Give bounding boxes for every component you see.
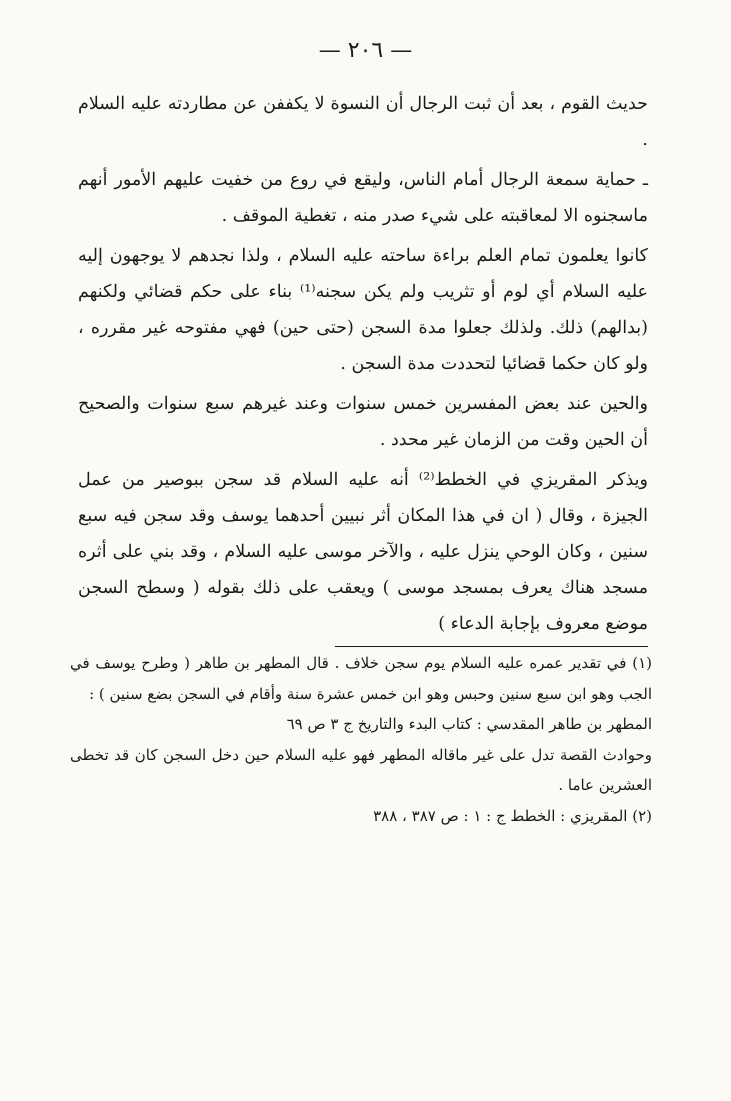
footnote: وحوادث القصة تدل على غير ماقاله المطهر فهو عليه السلام حين دخل السجن كان قد تخطى العشرين عاما .	[70, 745, 652, 794]
page-number: — ٢٠٦ —	[318, 38, 413, 63]
paragraph: حديث القوم ، بعد أن ثبت الرجال أن النسوة لا يكففن عن مطاردته عليه السلام .	[78, 94, 648, 150]
footnote: (١) في تقدير عمره عليه السلام يوم سجن خلاف . قال المطهر بن طاهر ( وطرح يوسف في الجب وهو ابن سبع سنين وحبس وهو ابن خمس عشرة سنة وأقام في السجن بضع سنين ) :	[70, 654, 652, 703]
paragraph: كانوا يعلمون تمام العلم براءة ساحته عليه السلام ، ولذا نجدهم لا يوجهون إليه عليه السلام أي لوم أو تثريب ولم يكن سجنه⁽¹⁾ بناء على حكم قضائي ولكنهم (بدالهم) ذلك. ولذلك جعلوا مدة السجن (حتى حين) فهي مفتوحه غير مقرره ، ولو كان حكما قضائيا لتحددت مدة السجن .	[78, 246, 649, 374]
paragraph: ـ حماية سمعة الرجال أمام الناس، وليقع في روع من خفيت عليهم الأمور أنهم ماسجنوه الا لمعاقبته على شيء صدر منه ، تغطية الموقف .	[78, 170, 648, 226]
paragraph: والحين عند بعض المفسرين خمس سنوات وعند غيرهم سبع سنوات والصحيح أن الحين وقت من الزمان غير محدد .	[78, 394, 648, 450]
main-text	[78, 86, 648, 646]
footnotes	[70, 648, 652, 831]
paragraph: ويذكر المقريزي في الخطط⁽²⁾ أنه عليه السلام قد سجن ببوصير من عمل الجيزة ، وقال ( ان في هذا المكان أثر نبيين أحدهما يوسف وقد سجن فيه سبع سنين ، وكان الوحي ينزل عليه ، والآخر موسى عليه السلام ، وقد بني على أثره مسجد هناك يعرف بمسجد موسى ) ويعقب على ذلك بقوله ( وسطح السجن موضع معروف بإجابة الدعاء )	[78, 470, 648, 634]
footnote-divider	[335, 646, 648, 647]
footnote: (٢) المقريزي : الخطط ج : ١ : ص ٣٨٧ ، ٣٨٨	[373, 806, 652, 825]
footnote-citation: المطهر بن طاهر المقدسي : كتاب البدء والتاريخ ج ٣ ص ٦٩	[286, 715, 652, 733]
